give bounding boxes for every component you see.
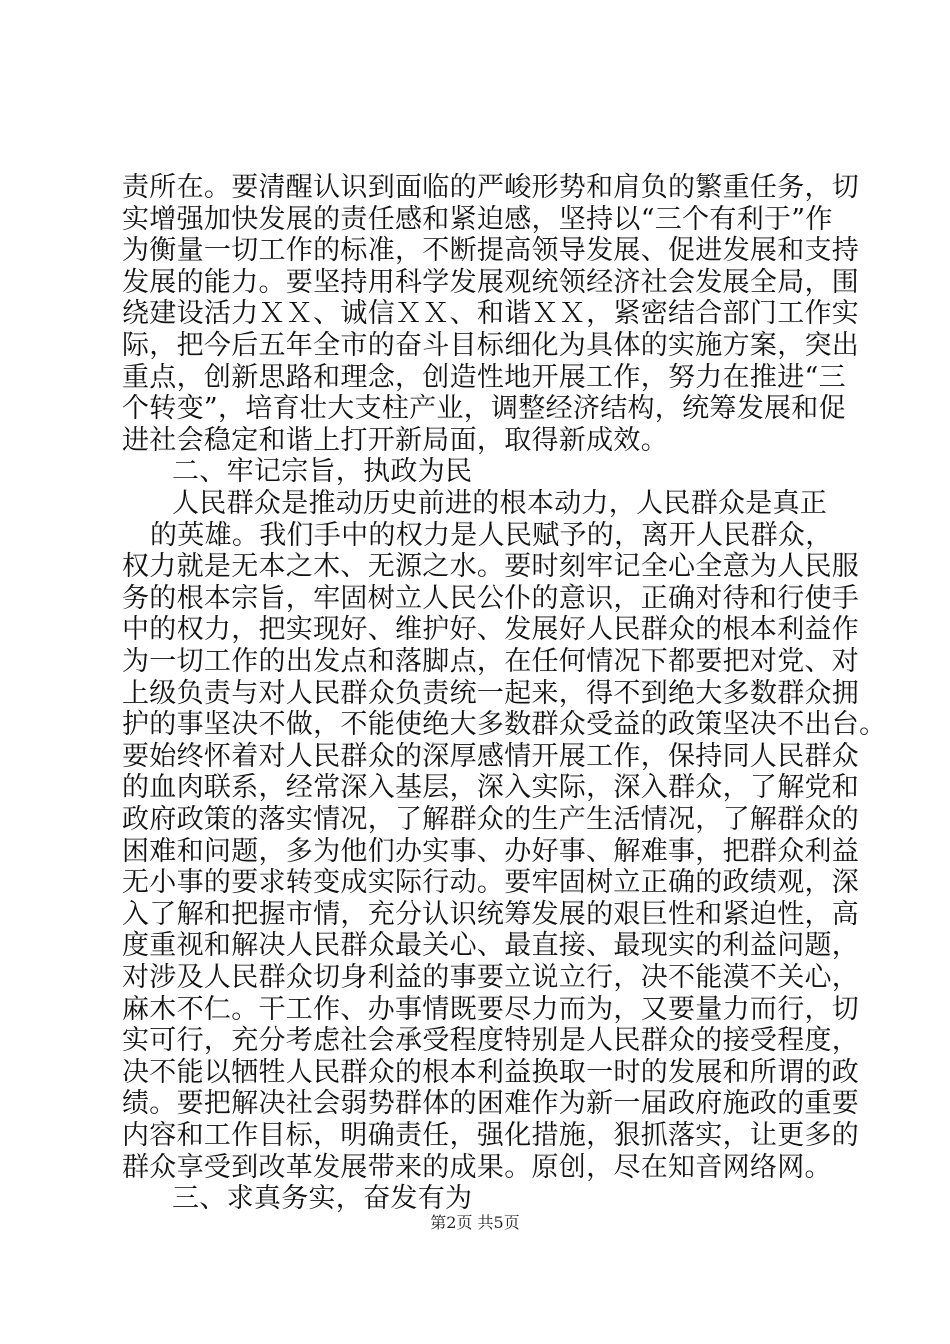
body-text-line: 对涉及人民群众切身利益的事要立说立行，决不能漠不关心， — [122, 962, 860, 993]
body-text-line: 重点，创新思路和理念，创造性地开展工作，努力在推进“三 — [122, 362, 846, 393]
body-text-line: 麻木不仁。干工作、办事情既要尽力而为，又要量力而行，切 — [122, 994, 860, 1025]
body-text-line: 上级负责与对人民群众负责统一起来，得不到绝大多数群众拥 — [122, 678, 860, 709]
body-text-line: 绩。要把解决社会弱势群体的困难作为新一届政府施政的重要 — [122, 1088, 860, 1119]
body-text-line: 实可行，充分考虑社会承受程度特别是人民群众的接受程度， — [122, 1025, 860, 1056]
section-heading: 二、牢记宗旨，执政为民 — [172, 456, 473, 487]
body-text-line: 际，把今后五年全市的奋斗目标细化为具体的实施方案，突出 — [122, 330, 860, 361]
body-text-line: 绕建设活力ＸＸ、诚信ＸＸ、和谐ＸＸ，紧密结合部门工作实 — [122, 298, 860, 329]
body-text-line: 困难和问题，多为他们办实事、办好事、解难事，把群众利益 — [122, 836, 860, 867]
body-text-line: 发展的能力。要坚持用科学发展观统领经济社会发展全局，围 — [122, 267, 860, 298]
body-text-line: 个转变”，培育壮大支柱产业，调整经济结构，统筹发展和促 — [122, 393, 846, 424]
body-text-line: 中的权力，把实现好、维护好、发展好人民群众的根本利益作 — [122, 614, 860, 645]
body-text-line: 的血肉联系，经常深入基层，深入实际，深入群众，了解党和 — [122, 772, 860, 803]
body-text-line: 为一切工作的出发点和落脚点，在任何情况下都要把对党、对 — [122, 646, 860, 677]
section-heading: 三、求真务实，奋发有为 — [172, 1183, 473, 1214]
body-text-line: 权力就是无本之木、无源之水。要时刻牢记全心全意为人民服 — [122, 551, 860, 582]
body-text-line: 入了解和把握市情，充分认识统筹发展的艰巨性和紧迫性，高 — [122, 899, 860, 930]
body-text-line: 责所在。要清醒认识到面临的严峻形势和肩负的繁重任务，切 — [122, 172, 860, 203]
page-footer: 第2页 共5页 — [430, 1213, 520, 1232]
body-text-line: 内容和工作目标，明确责任，强化措施，狠抓落实，让更多的 — [122, 1120, 860, 1151]
body-text-line: 为衡量一切工作的标准，不断提高领导发展、促进发展和支持 — [122, 235, 860, 266]
body-text-line: 要始终怀着对人民群众的深厚感情开展工作，保持同人民群众 — [122, 741, 860, 772]
body-text-line: 进社会稳定和谐上打开新局面，取得新成效。 — [122, 425, 668, 456]
body-text-line: 群众享受到改革发展带来的成果。原创，尽在知音网络网。 — [122, 1152, 832, 1183]
body-text-line: 政府政策的落实情况，了解群众的生产生活情况，了解群众的 — [122, 804, 860, 835]
body-text-line: 度重视和解决人民群众最关心、最直接、最现实的利益问题， — [122, 930, 860, 961]
body-text-line: 无小事的要求转变成实际行动。要牢固树立正确的政绩观，深 — [122, 867, 860, 898]
body-text-line: 务的根本宗旨，牢固树立人民公仆的意识，正确对待和行使手 — [122, 583, 860, 614]
body-text-line: 决不能以牺牲人民群众的根本利益换取一时的发展和所谓的政 — [122, 1057, 860, 1088]
body-text-line: 的英雄。我们手中的权力是人民赋予的，离开人民群众， — [150, 520, 833, 551]
body-text-line: 人民群众是推动历史前进的根本动力，人民群众是真正 — [172, 488, 828, 519]
body-text-line: 护的事坚决不做，不能使绝大多数群众受益的政策坚决不出台。 — [122, 709, 887, 740]
body-text-line: 实增强加快发展的责任感和紧迫感，坚持以“三个有利于”作 — [122, 204, 833, 235]
